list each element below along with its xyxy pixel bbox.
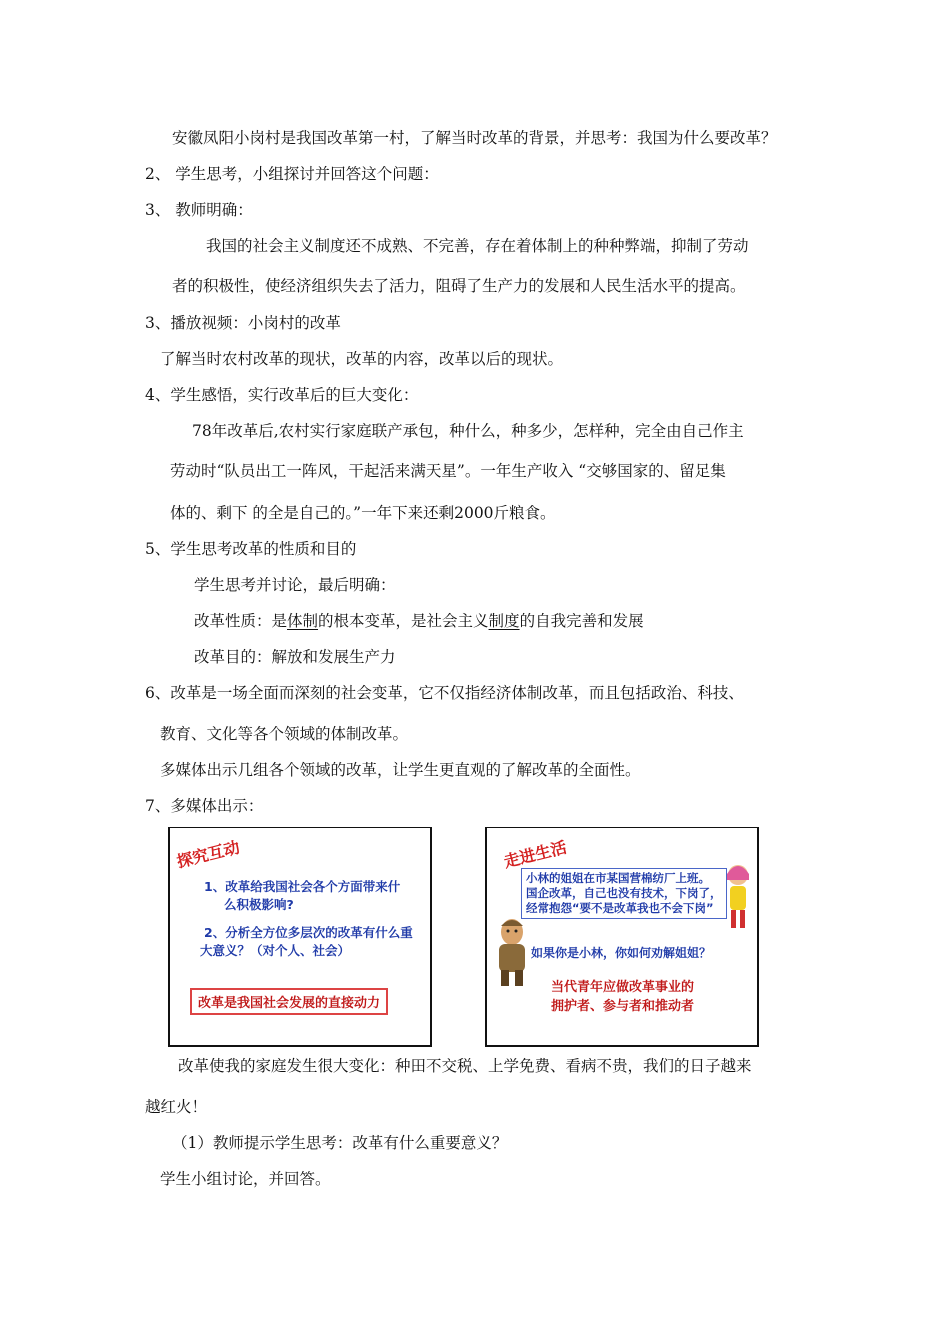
underlined-term-zhidu: 制度	[488, 612, 520, 630]
text-line: 我国的社会主义制度还不成熟、不完善，存在着体制上的种种弊端，抑制了劳动	[206, 237, 749, 255]
answer-line-a: 当代青年应做改革事业的	[551, 980, 695, 995]
text-line: 越红火！	[145, 1098, 208, 1116]
text-line: 了解当时农村改革的现状，改革的内容，改革以后的现状。	[160, 350, 564, 368]
nature-suffix: 的自我完善和发展	[519, 612, 644, 630]
text-line: （1）教师提示学生思考：改革有什么重要意义？	[172, 1134, 508, 1152]
question-1-line-a: 1、改革给我国社会各个方面带来什	[204, 879, 401, 894]
old-man-illustration-icon	[491, 916, 533, 988]
girl-illustration-icon	[723, 862, 753, 932]
text-line: 3、 教师明确：	[145, 201, 253, 219]
text-line: 改革目的：解放和发展生产力	[194, 648, 396, 666]
underlined-term-tizhi: 体制	[287, 612, 319, 630]
text-line: 5、学生思考改革的性质和目的	[145, 540, 357, 558]
nature-prefix: 改革性质：是	[194, 612, 288, 630]
text-line: 劳动时“队员出工一阵风，干起活来满天星”。一年生产收入 “交够国家的、留足集	[170, 462, 726, 480]
text-line: 学生小组讨论，并回答。	[160, 1170, 331, 1188]
text-line: 7、多媒体出示：	[145, 797, 264, 815]
text-line: 6、改革是一场全面而深刻的社会变革，它不仅指经济体制改革，而且包括政治、科技、	[145, 684, 744, 702]
story-line-c: 经常抱怨“要不是改革我也不会下岗”	[526, 901, 714, 915]
answer-block	[551, 978, 694, 1016]
text-line: 者的积极性，使经济组织失去了活力，阻碍了生产力的发展和人民生活水平的提高。	[172, 277, 746, 295]
text-line: 体的、剩下 的全是自己的。”一年下来还剩2000斤粮食。	[170, 504, 556, 522]
story-line-a: 小林的姐姐在市某国营棉纺厂上班。	[526, 871, 710, 885]
text-line: 安徽凤阳小岗村是我国改革第一村，了解当时改革的背景，并思考：我国为什么要改革？	[172, 129, 777, 147]
question-text: 如果你是小林，你如何劝解姐姐？	[531, 946, 712, 960]
slide-image-explore	[168, 827, 432, 1047]
conclusion-box: 改革是我国社会发展的直接动力	[190, 988, 388, 1015]
text-line: 多媒体出示几组各个领域的改革，让学生更直观的了解改革的全面性。	[160, 761, 641, 779]
explore-stamp-title: 探究互动	[174, 837, 242, 872]
story-box	[521, 868, 727, 919]
slide-image-life	[485, 827, 759, 1047]
text-line: 78年改革后,农村实行家庭联产承包，种什么，种多少，怎样种，完全由自己作主	[192, 422, 744, 440]
text-line: 改革使我的家庭发生很大变化：种田不交税、上学免费、看病不贵，我们的日子越来	[178, 1057, 752, 1075]
story-line-b: 国企改革，自己也没有技术，下岗了，	[526, 886, 722, 900]
text-line: 教育、文化等各个领域的体制改革。	[160, 725, 409, 743]
question-2-line-b: 大意义？（对个人、社会）	[200, 943, 351, 958]
answer-line-b: 拥护者、参与者和推动者	[551, 999, 695, 1014]
text-line: 3、播放视频：小岗村的改革	[145, 314, 341, 332]
question-2-line-a: 2、分析全方位多层次的改革有什么重	[204, 925, 413, 940]
reform-nature-line	[194, 611, 644, 631]
life-stamp-title: 走进生活	[501, 837, 569, 872]
text-line: 学生思考并讨论，最后明确：	[194, 576, 396, 594]
nature-middle: 的根本变革，是社会主义	[318, 612, 489, 630]
text-line: 4、学生感悟，实行改革后的巨大变化：	[145, 386, 419, 404]
text-line: 2、 学生思考，小组探讨并回答这个问题：	[145, 165, 439, 183]
question-1-line-b: 么积极影响?	[224, 897, 294, 912]
